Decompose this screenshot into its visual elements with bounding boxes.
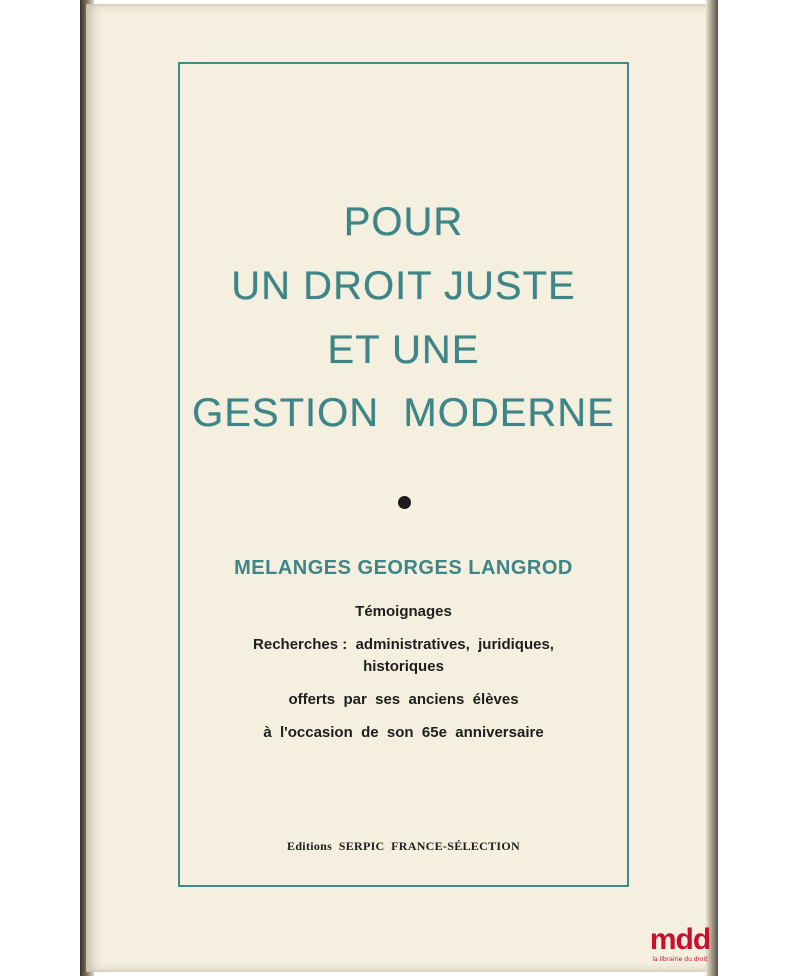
publisher-line: Editions SERPIC FRANCE-SÉLECTION	[287, 839, 520, 853]
body-line-5: à l'occasion de son 65e anniversaire	[263, 724, 544, 741]
body-line-1: Témoignages	[355, 603, 452, 620]
cover-border-frame	[178, 62, 629, 887]
title-line-4: GESTION MODERNE	[192, 391, 615, 435]
body-line-2: Recherches : administratives, juridiques,	[253, 636, 554, 653]
logo-tagline: la librairie du droit	[652, 956, 708, 963]
body-line-3: historiques	[363, 658, 444, 675]
mdd-logo	[644, 924, 716, 966]
cover-subtitle: MELANGES GEORGES LANGROD	[234, 557, 573, 579]
logo-text: mdd	[649, 923, 711, 956]
book-right-edge	[706, 0, 718, 976]
title-line-3: ET UNE	[327, 328, 480, 372]
body-line-4: offerts par ses anciens élèves	[288, 691, 519, 708]
title-line-2: UN DROIT JUSTE	[231, 264, 576, 308]
bullet-dot	[398, 496, 411, 509]
title-line-1: POUR	[343, 200, 464, 244]
